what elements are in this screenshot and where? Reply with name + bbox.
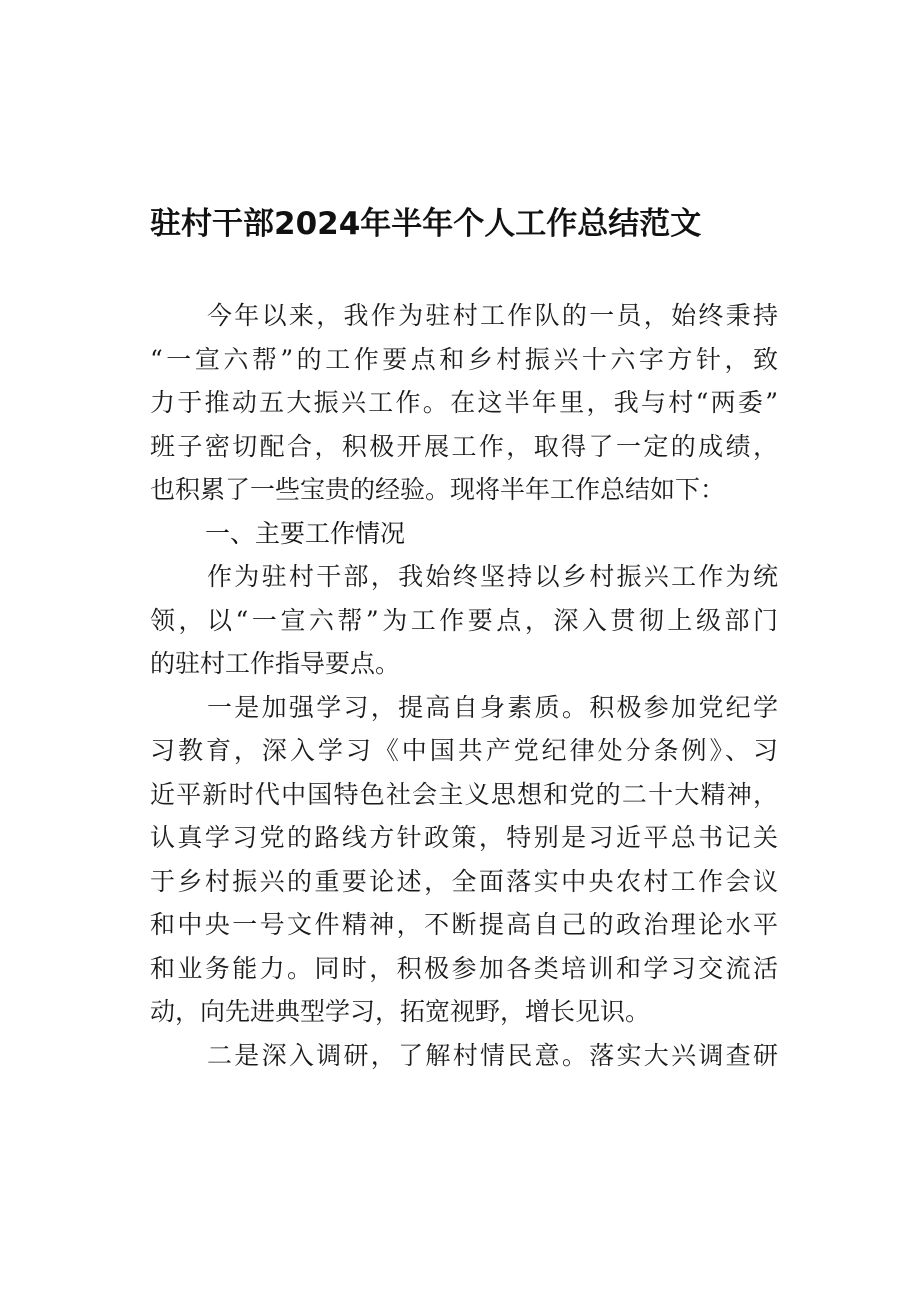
text-line: 习教育，深入学习《中国共产党纪律处分条例》、习: [150, 736, 778, 765]
text-line: 力于推动五大振兴工作。在这半年里，我与村“两委”: [150, 388, 778, 417]
document-title: 驻村干部2024年半年个人工作总结范文: [150, 206, 702, 242]
text-line: 近平新时代中国特色社会主义思想和党的二十大精神，: [150, 779, 778, 809]
text-line: 于乡村振兴的重要论述，全面落实中央农村工作会议: [150, 866, 778, 896]
text-line: 一是加强学习，提高自身素质。积极参加党纪学: [207, 692, 778, 722]
text-line: 领，以“一宣六帮”为工作要点，深入贯彻上级部门: [150, 605, 778, 635]
text-line: 认真学习党的路线方针政策，特别是习近平总书记关: [150, 823, 778, 852]
document-body: [150, 294, 778, 1077]
text-line: 二是深入调研，了解村情民意。落实大兴调查研: [207, 1040, 778, 1070]
text-line: 今年以来，我作为驻村工作队的一员，始终秉持: [207, 301, 778, 330]
text-line: 的驻村工作指导要点。: [150, 649, 401, 678]
intro-paragraph: [150, 294, 778, 512]
item-paragraph: [150, 1034, 778, 1078]
item-paragraph: [150, 686, 778, 1034]
section-heading: 一、主要工作情况: [205, 518, 406, 548]
text-line: 作为驻村干部，我始终坚持以乡村振兴工作为统: [207, 562, 778, 591]
text-line: “一宣六帮”的工作要点和乡村振兴十六字方针，致: [150, 344, 778, 374]
text-line: 和中央一号文件精神，不断提高自己的政治理论水平: [150, 910, 778, 939]
text-line: 也积累了一些宝贵的经验。现将半年工作总结如下：: [150, 475, 726, 504]
text-line: 和业务能力。同时，积极参加各类培训和学习交流活: [150, 953, 778, 983]
section-paragraph: [150, 555, 778, 686]
text-line: 动，向先进典型学习，拓宽视野，增长见识。: [150, 997, 651, 1026]
text-line: 班子密切配合，积极开展工作，取得了一定的成绩，: [150, 431, 778, 461]
